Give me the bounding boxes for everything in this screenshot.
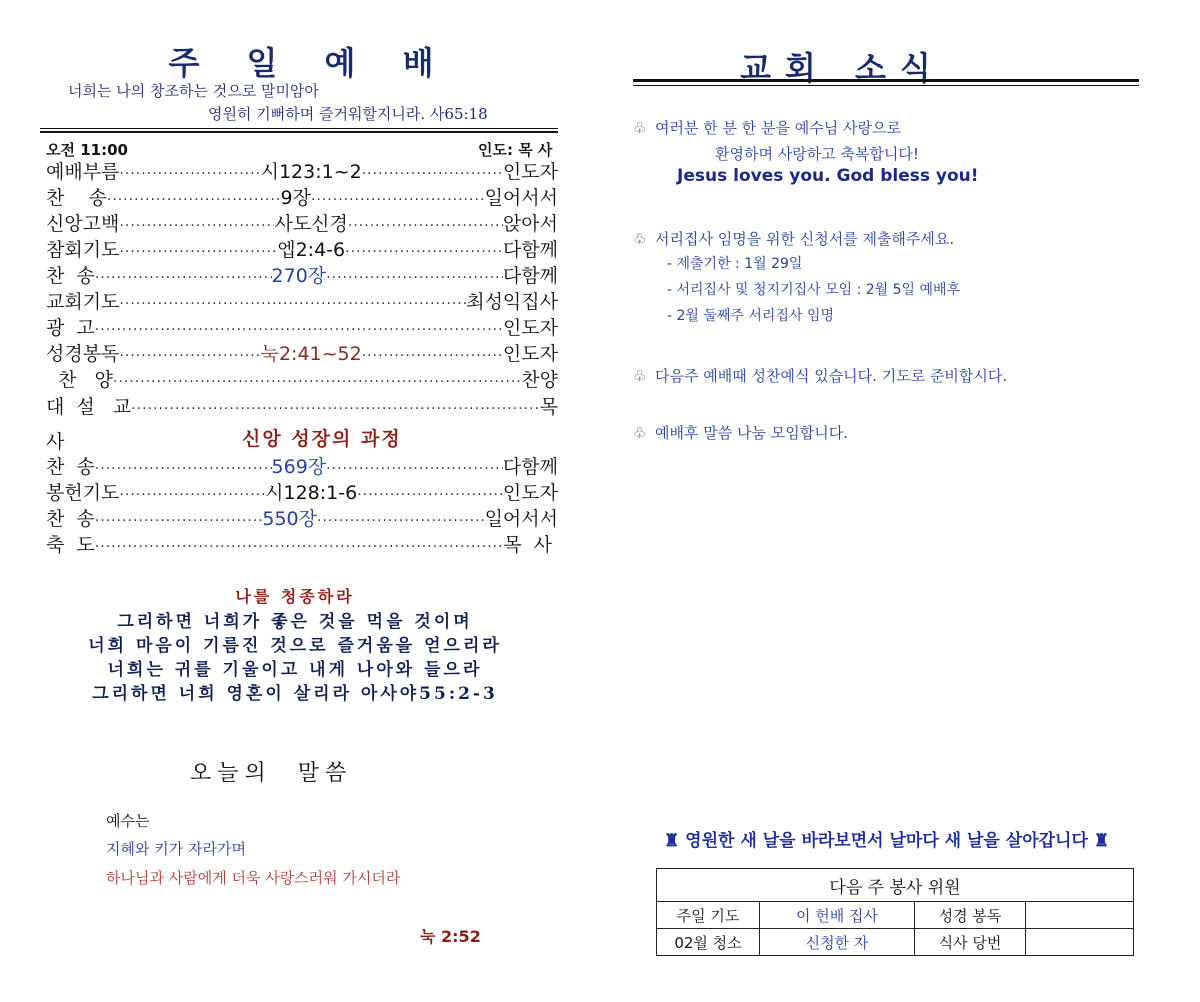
order-item	[46, 237, 558, 263]
order-name: 광 고	[46, 317, 95, 339]
order-detail: 569장	[271, 456, 327, 478]
order-detail: 시128:1-6	[265, 482, 358, 504]
order-role: 일어서서	[484, 508, 558, 530]
divider	[40, 131, 558, 133]
order-item	[46, 263, 558, 289]
table-cell: 02월 청소	[657, 929, 760, 956]
order-name: 찬 송	[46, 456, 95, 478]
table-cell	[1026, 902, 1134, 929]
order-detail: 550장	[262, 508, 317, 530]
clover-icon: ♧	[633, 367, 647, 385]
news-item	[633, 365, 1007, 386]
order-detail: 사도신경	[274, 213, 348, 235]
order-item	[46, 506, 558, 532]
order-role: 인도자	[502, 482, 558, 504]
table-cell: 식사 당번	[915, 929, 1026, 956]
news-subitem: - 제출기한 : 1월 29일	[667, 256, 803, 272]
poem-heading: 나를 청종하라	[235, 587, 355, 606]
divider	[633, 85, 1139, 86]
order-role: 앉아서	[502, 213, 558, 235]
order-name: 교회기도	[46, 291, 120, 313]
order-detail: 270장	[271, 265, 327, 287]
order-role: 목 사	[503, 534, 552, 556]
clover-icon: ♧	[633, 119, 647, 137]
table-row	[657, 929, 1134, 956]
order-item	[46, 211, 558, 237]
order-name: 대 설 교	[46, 396, 132, 418]
news-title: 교회 소식	[740, 49, 945, 87]
scripture-reference: 눅 2:52	[420, 927, 481, 946]
divider	[633, 79, 1139, 82]
table-cell: 주일 기도	[657, 902, 760, 929]
order-name: 찬 송	[46, 187, 107, 209]
todays-word-title: 오늘의 말씀	[190, 761, 353, 786]
order-name: 봉헌기도	[46, 482, 120, 504]
news-item	[633, 228, 954, 249]
order-name-continued: 사	[46, 431, 65, 453]
clover-icon: ♧	[633, 230, 647, 248]
order-role: 최성익집사	[466, 291, 558, 313]
order-item	[46, 480, 558, 506]
service-table-caption: 다음 주 봉사 위원	[657, 869, 1134, 902]
news-item	[633, 422, 848, 443]
news-text: 여러분 한 분 한 분을 예수님 사랑으로	[655, 119, 901, 137]
news-english: Jesus loves you. God bless you!	[677, 166, 979, 186]
order-name: 찬 송	[46, 508, 95, 530]
order-name: 참회기도	[46, 239, 120, 261]
order-item	[46, 159, 558, 185]
poem-line: 너희는 귀를 기울이고 내게 나아와 들으라	[107, 660, 483, 680]
verse-line-2: 영원히 기뻐하며 즐거워할지니라. 사65:18	[208, 105, 488, 123]
news-subitem: - 서리집사 및 청지기집사 모임 : 2월 5일 예배후	[667, 282, 961, 298]
order-role: 찬양	[521, 369, 558, 391]
order-item	[46, 185, 558, 211]
order-role: 다함께	[502, 456, 558, 478]
table-cell: 이 헌배 집사	[760, 902, 915, 929]
banner	[664, 826, 1109, 851]
order-item	[46, 394, 558, 420]
banner-text: 영원한 새 날을 바라보면서 날마다 새 날을 살아갑니다	[685, 831, 1088, 851]
table-cell	[1026, 929, 1134, 956]
order-item	[46, 341, 558, 367]
order-item	[46, 367, 558, 393]
service-leader: 인도: 목 사	[478, 141, 553, 159]
todays-word-line: 지혜와 키가 자라가며	[106, 840, 246, 858]
order-name: 신앙고백	[46, 213, 120, 235]
poem-line: 너희 마음이 기름진 것으로 즐거움을 얻으리라	[88, 636, 502, 656]
table-row	[657, 902, 1134, 929]
order-name: 찬 송	[46, 265, 95, 287]
verse-line-1: 너희는 나의 창조하는 것으로 말미암아	[68, 82, 319, 100]
news-subitem: - 2월 둘째주 서리집사 임명	[667, 308, 834, 324]
order-role: 목	[539, 396, 558, 418]
order-role: 인도자	[502, 317, 558, 339]
sermon-title: 신앙 성장의 과정	[242, 428, 402, 450]
order-role: 다함께	[502, 239, 558, 261]
service-time: 오전 11:00	[46, 141, 128, 159]
news-item	[633, 117, 901, 138]
order-name: 찬 양	[46, 369, 113, 391]
todays-word-line: 하나님과 사람에게 더욱 사랑스러워 가시더라	[106, 869, 401, 887]
order-detail: 9장	[280, 187, 311, 209]
order-item	[46, 315, 558, 341]
order-name: 성경봉독	[46, 343, 120, 365]
order-name: 예배부름	[46, 161, 120, 183]
order-item	[46, 532, 558, 558]
news-text: 예배후 말씀 나눔 모임합니다.	[655, 424, 848, 442]
order-role: 일어서서	[484, 187, 558, 209]
table-cell: 신청한 자	[760, 929, 915, 956]
service-table	[656, 868, 1134, 956]
poem-line: 그리하면 너희가 좋은 것을 먹을 것이며	[117, 612, 473, 632]
order-item	[46, 289, 558, 315]
order-detail: 시123:1~2	[260, 161, 362, 183]
order-name: 축 도	[46, 534, 95, 556]
divider	[40, 128, 558, 129]
worship-title: 주 일 예 배	[168, 44, 452, 82]
news-text: 환영하며 사랑하고 축복합니다!	[715, 145, 919, 163]
order-detail: 엡2:4-6	[277, 239, 346, 261]
order-role: 다함께	[502, 265, 558, 287]
order-role: 인도자	[502, 161, 558, 183]
order-item	[46, 454, 558, 480]
news-text: 다음주 예배때 성찬예식 있습니다. 기도로 준비합시다.	[655, 367, 1008, 385]
clover-icon: ♧	[633, 424, 647, 442]
poem-line: 그리하면 너희 영혼이 살리라 아사야55:2-3	[92, 684, 498, 704]
crown-icon: ♜	[1093, 831, 1110, 851]
todays-word-line: 예수는	[106, 812, 150, 830]
crown-icon: ♜	[664, 831, 680, 851]
order-detail: 눅2:41~52	[260, 343, 362, 365]
news-text: 서리집사 임명을 위한 신청서를 제출해주세요.	[655, 230, 955, 248]
table-cell: 성경 봉독	[915, 902, 1026, 929]
order-role: 인도자	[502, 343, 558, 365]
